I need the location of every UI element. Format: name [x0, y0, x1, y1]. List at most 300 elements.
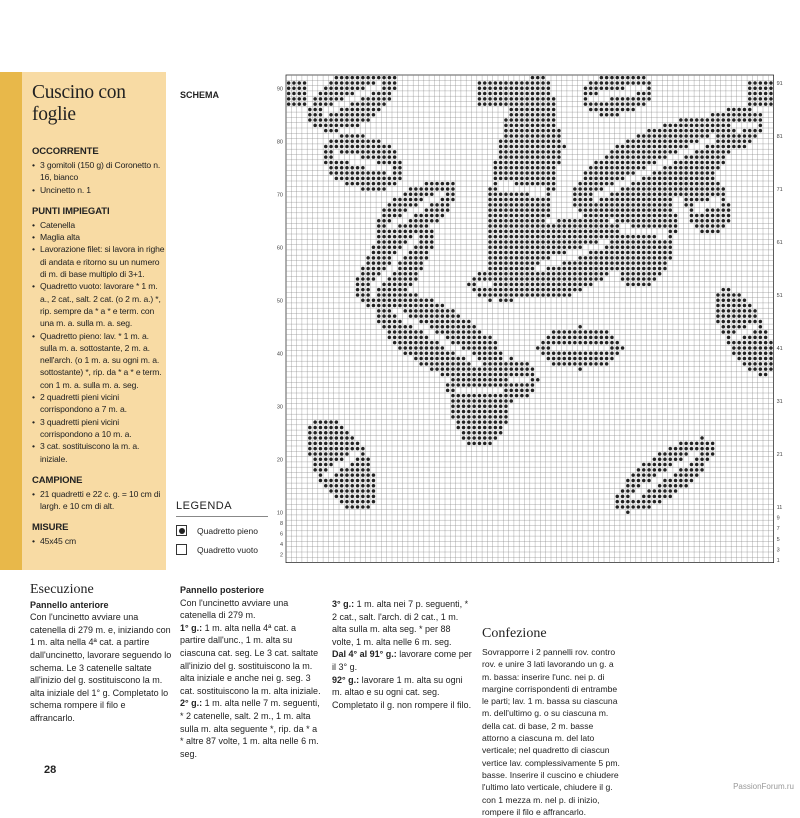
filled-cell — [616, 76, 620, 80]
filled-cell — [531, 283, 535, 287]
filled-cell — [393, 230, 397, 234]
filled-cell — [711, 161, 715, 165]
filled-cell — [451, 320, 455, 324]
filled-cell — [563, 235, 567, 239]
filled-cell — [605, 203, 609, 207]
filled-cell — [722, 304, 726, 308]
filled-cell — [631, 108, 635, 112]
filled-cell — [531, 251, 535, 255]
filled-cell — [372, 246, 376, 250]
filled-cell — [536, 108, 540, 112]
filled-cell — [467, 420, 471, 424]
filled-cell — [552, 240, 556, 244]
filled-cell — [335, 495, 339, 499]
filled-cell — [351, 145, 355, 149]
filled-cell — [642, 187, 646, 191]
filled-cell — [462, 325, 466, 329]
filled-cell — [388, 150, 392, 154]
filled-cell — [769, 87, 773, 91]
filled-cell — [547, 161, 551, 165]
filled-cell — [483, 87, 487, 91]
filled-cell — [626, 166, 630, 170]
filled-cell — [663, 124, 667, 128]
filled-cell — [382, 288, 386, 292]
filled-cell — [372, 155, 376, 159]
filled-cell — [351, 134, 355, 138]
filled-cell — [663, 489, 667, 493]
filled-cell — [637, 479, 641, 483]
filled-cell — [663, 251, 667, 255]
filled-cell — [388, 330, 392, 334]
filled-cell — [361, 468, 365, 472]
filled-cell — [382, 208, 386, 212]
filled-cell — [451, 187, 455, 191]
filled-cell — [642, 208, 646, 212]
filled-cell — [340, 140, 344, 144]
filled-cell — [298, 87, 302, 91]
filled-cell — [361, 479, 365, 483]
filled-cell — [663, 463, 667, 467]
filled-cell — [515, 256, 519, 260]
filled-cell — [520, 150, 524, 154]
filled-cell — [425, 314, 429, 318]
filled-cell — [695, 442, 699, 446]
filled-cell — [457, 362, 461, 366]
filled-cell — [637, 224, 641, 228]
filled-cell — [563, 219, 567, 223]
filled-cell — [557, 277, 561, 281]
filled-cell — [419, 251, 423, 255]
filled-cell — [372, 97, 376, 101]
filled-cell — [313, 468, 317, 472]
filled-cell — [451, 378, 455, 382]
filled-cell — [499, 299, 503, 303]
filled-cell — [722, 224, 726, 228]
filled-cell — [499, 92, 503, 96]
filled-cell — [647, 219, 651, 223]
filled-cell — [409, 341, 413, 345]
filled-cell — [631, 166, 635, 170]
back-panel-heading: Pannello posteriore — [180, 585, 265, 595]
filled-cell — [525, 92, 529, 96]
filled-cell — [499, 383, 503, 387]
filled-cell — [345, 134, 349, 138]
filled-cell — [637, 214, 641, 218]
filled-cell — [382, 267, 386, 271]
filled-cell — [552, 272, 556, 276]
filled-cell — [531, 219, 535, 223]
filled-cell — [313, 124, 317, 128]
filled-cell — [351, 468, 355, 472]
filled-cell — [690, 219, 694, 223]
filled-cell — [356, 81, 360, 85]
filled-cell — [589, 177, 593, 181]
filled-cell — [472, 325, 476, 329]
filled-cell — [727, 118, 731, 122]
filled-cell — [690, 447, 694, 451]
filled-cell — [679, 118, 683, 122]
filled-cell — [531, 373, 535, 377]
filled-cell — [525, 246, 529, 250]
filled-cell — [552, 362, 556, 366]
filled-cell — [351, 113, 355, 117]
filled-cell — [504, 378, 508, 382]
filled-cell — [626, 161, 630, 165]
filled-cell — [499, 208, 503, 212]
filled-cell — [504, 224, 508, 228]
filled-cell — [494, 161, 498, 165]
filled-cell — [584, 341, 588, 345]
filled-cell — [674, 145, 678, 149]
filled-cell — [446, 203, 450, 207]
filled-cell — [329, 81, 333, 85]
filled-cell — [573, 352, 577, 356]
filled-cell — [531, 155, 535, 159]
filled-cell — [647, 145, 651, 149]
filled-cell — [372, 177, 376, 181]
materials-box — [22, 72, 166, 570]
filled-cell — [658, 171, 662, 175]
row-label: 91 — [776, 80, 783, 87]
filled-cell — [324, 118, 328, 122]
filled-cell — [308, 442, 312, 446]
filled-cell — [584, 261, 588, 265]
filled-cell — [647, 479, 651, 483]
filled-cell — [435, 208, 439, 212]
filled-cell — [356, 102, 360, 106]
filled-cell — [663, 150, 667, 154]
filled-cell — [695, 177, 699, 181]
filled-cell — [499, 235, 503, 239]
filled-cell — [388, 336, 392, 340]
filled-cell — [594, 330, 598, 334]
filled-cell — [329, 150, 333, 154]
filled-cell — [722, 299, 726, 303]
filled-cell — [764, 357, 768, 361]
filled-cell — [414, 224, 418, 228]
filled-cell — [653, 214, 657, 218]
filled-cell — [642, 161, 646, 165]
filled-cell — [451, 352, 455, 356]
filled-cell — [753, 346, 757, 350]
filled-cell — [398, 261, 402, 265]
filled-cell — [372, 108, 376, 112]
filled-cell — [494, 214, 498, 218]
filled-cell — [335, 113, 339, 117]
filled-cell — [467, 405, 471, 409]
filled-cell — [594, 102, 598, 106]
filled-cell — [515, 198, 519, 202]
filled-cell — [600, 76, 604, 80]
filled-cell — [547, 182, 551, 186]
filled-cell — [642, 97, 646, 101]
filled-cell — [510, 367, 514, 371]
filled-cell — [647, 251, 651, 255]
legend-title: LEGENDA — [176, 500, 268, 517]
filled-cell — [594, 224, 598, 228]
filled-cell — [324, 442, 328, 446]
filled-cell — [488, 415, 492, 419]
filled-cell — [743, 304, 747, 308]
filled-cell — [488, 431, 492, 435]
filled-cell — [462, 373, 466, 377]
filled-cell — [621, 240, 625, 244]
filled-cell — [345, 145, 349, 149]
filled-cell — [690, 129, 694, 133]
filled-cell — [319, 436, 323, 440]
filled-cell — [510, 145, 514, 149]
filled-cell — [382, 304, 386, 308]
filled-cell — [382, 299, 386, 303]
filled-cell — [653, 267, 657, 271]
filled-cell — [684, 484, 688, 488]
filled-cell — [658, 489, 662, 493]
filled-cell — [388, 87, 392, 91]
filled-cell — [563, 277, 567, 281]
filled-cell — [727, 214, 731, 218]
filled-cell — [610, 240, 614, 244]
filled-cell — [329, 452, 333, 456]
filled-cell — [605, 177, 609, 181]
filled-cell — [557, 145, 561, 149]
filled-cell — [525, 251, 529, 255]
filled-cell — [504, 399, 508, 403]
filled-cell — [584, 235, 588, 239]
filled-cell — [531, 182, 535, 186]
filled-cell — [303, 97, 307, 101]
filled-cell — [743, 140, 747, 144]
filled-cell — [451, 193, 455, 197]
column-4-text — [482, 646, 622, 818]
filled-cell — [626, 102, 630, 106]
filled-cell — [589, 272, 593, 276]
filled-cell — [764, 373, 768, 377]
filled-cell — [578, 261, 582, 265]
filled-cell — [520, 97, 524, 101]
filled-cell — [457, 314, 461, 318]
filled-cell — [388, 203, 392, 207]
filled-cell — [642, 500, 646, 504]
filled-cell — [409, 193, 413, 197]
filled-cell — [769, 362, 773, 366]
filled-cell — [472, 283, 476, 287]
filled-cell — [356, 177, 360, 181]
filled-cell — [536, 219, 540, 223]
filled-cell — [605, 161, 609, 165]
filled-cell — [393, 81, 397, 85]
filled-cell — [716, 224, 720, 228]
filled-cell — [605, 155, 609, 159]
filled-cell — [621, 203, 625, 207]
row-label: 41 — [776, 345, 783, 352]
filled-cell — [504, 288, 508, 292]
filled-cell — [393, 293, 397, 297]
filled-cell — [600, 330, 604, 334]
filled-cell — [552, 251, 556, 255]
filled-cell — [398, 336, 402, 340]
filled-cell — [631, 489, 635, 493]
filled-cell — [345, 431, 349, 435]
filled-cell — [467, 426, 471, 430]
filled-cell — [637, 246, 641, 250]
filled-cell — [467, 367, 471, 371]
filled-cell — [425, 230, 429, 234]
filled-cell — [340, 124, 344, 128]
filled-cell — [536, 283, 540, 287]
filled-cell — [345, 150, 349, 154]
filled-cell — [478, 378, 482, 382]
filled-cell — [388, 81, 392, 85]
filled-cell — [515, 251, 519, 255]
filled-cell — [748, 357, 752, 361]
filled-cell — [653, 473, 657, 477]
filled-cell — [398, 272, 402, 276]
filled-cell — [637, 203, 641, 207]
filled-cell — [425, 246, 429, 250]
filled-cell — [616, 505, 620, 509]
filled-cell — [520, 118, 524, 122]
filled-cell — [716, 214, 720, 218]
filled-cell — [356, 108, 360, 112]
filled-cell — [684, 161, 688, 165]
filled-cell — [716, 219, 720, 223]
filled-cell — [361, 458, 365, 462]
filled-cell — [647, 214, 651, 218]
filled-cell — [361, 283, 365, 287]
row-label: 20 — [276, 457, 283, 464]
filled-cell — [467, 346, 471, 350]
filled-cell — [488, 187, 492, 191]
filled-cell — [462, 383, 466, 387]
filled-cell — [525, 140, 529, 144]
filled-cell — [525, 383, 529, 387]
filled-cell — [488, 87, 492, 91]
filled-cell — [393, 171, 397, 175]
filled-cell — [748, 102, 752, 106]
filled-cell — [626, 511, 630, 515]
filled-cell — [409, 336, 413, 340]
filled-cell — [578, 283, 582, 287]
filled-cell — [504, 92, 508, 96]
filled-cell — [637, 251, 641, 255]
filled-cell — [382, 293, 386, 297]
filled-cell — [393, 166, 397, 170]
filled-cell — [419, 235, 423, 239]
filled-cell — [600, 235, 604, 239]
filled-cell — [388, 293, 392, 297]
filled-cell — [578, 272, 582, 276]
filled-cell — [547, 357, 551, 361]
filled-cell — [669, 452, 673, 456]
filled-cell — [393, 336, 397, 340]
filled-cell — [753, 309, 757, 313]
filled-cell — [510, 288, 514, 292]
misure-list — [30, 535, 166, 547]
filled-cell — [584, 330, 588, 334]
filled-cell — [335, 426, 339, 430]
filled-cell — [372, 304, 376, 308]
filled-cell — [711, 118, 715, 122]
filled-cell — [366, 293, 370, 297]
filled-cell — [653, 171, 657, 175]
filled-cell — [748, 81, 752, 85]
filled-cell — [308, 113, 312, 117]
filled-cell — [536, 155, 540, 159]
filled-cell — [578, 256, 582, 260]
filled-cell — [578, 182, 582, 186]
filled-cell — [382, 145, 386, 149]
filled-cell — [531, 129, 535, 133]
filled-cell — [706, 224, 710, 228]
filled-cell — [647, 87, 651, 91]
filled-cell — [356, 87, 360, 91]
filled-cell — [515, 362, 519, 366]
filled-cell — [510, 240, 514, 244]
filled-cell — [716, 161, 720, 165]
filled-cell — [520, 81, 524, 85]
filled-cell — [504, 283, 508, 287]
filled-cell — [366, 171, 370, 175]
filled-cell — [679, 447, 683, 451]
filled-cell — [552, 235, 556, 239]
filled-cell — [435, 320, 439, 324]
filled-cell — [626, 140, 630, 144]
filled-cell — [510, 150, 514, 154]
filled-cell — [520, 108, 524, 112]
filled-cell — [557, 224, 561, 228]
filled-cell — [504, 373, 508, 377]
filled-cell — [642, 267, 646, 271]
filled-cell — [536, 182, 540, 186]
filled-cell — [494, 436, 498, 440]
filled-cell — [324, 463, 328, 467]
filled-cell — [631, 140, 635, 144]
filled-cell — [616, 150, 620, 154]
filled-cell — [674, 177, 678, 181]
filled-cell — [658, 145, 662, 149]
filled-cell — [340, 113, 344, 117]
filled-cell — [764, 336, 768, 340]
filled-cell — [658, 182, 662, 186]
filled-cell — [674, 129, 678, 133]
filled-cell — [366, 272, 370, 276]
filled-cell — [404, 208, 408, 212]
filled-cell — [393, 182, 397, 186]
filled-cell — [594, 108, 598, 112]
filled-cell — [356, 468, 360, 472]
filled-cell — [584, 203, 588, 207]
filled-cell — [547, 113, 551, 117]
filled-cell — [287, 97, 291, 101]
filled-cell — [356, 140, 360, 144]
filled-cell — [324, 124, 328, 128]
filled-cell — [531, 224, 535, 228]
filled-cell — [494, 394, 498, 398]
filled-cell — [345, 177, 349, 181]
filled-cell — [499, 426, 503, 430]
filled-cell — [531, 145, 535, 149]
filled-cell — [700, 118, 704, 122]
filled-cell — [573, 187, 577, 191]
filled-cell — [329, 155, 333, 159]
filled-cell — [669, 230, 673, 234]
filled-cell — [722, 134, 726, 138]
filled-cell — [541, 145, 545, 149]
filled-cell — [578, 362, 582, 366]
filled-cell — [573, 267, 577, 271]
filled-cell — [600, 272, 604, 276]
filled-cell — [515, 129, 519, 133]
